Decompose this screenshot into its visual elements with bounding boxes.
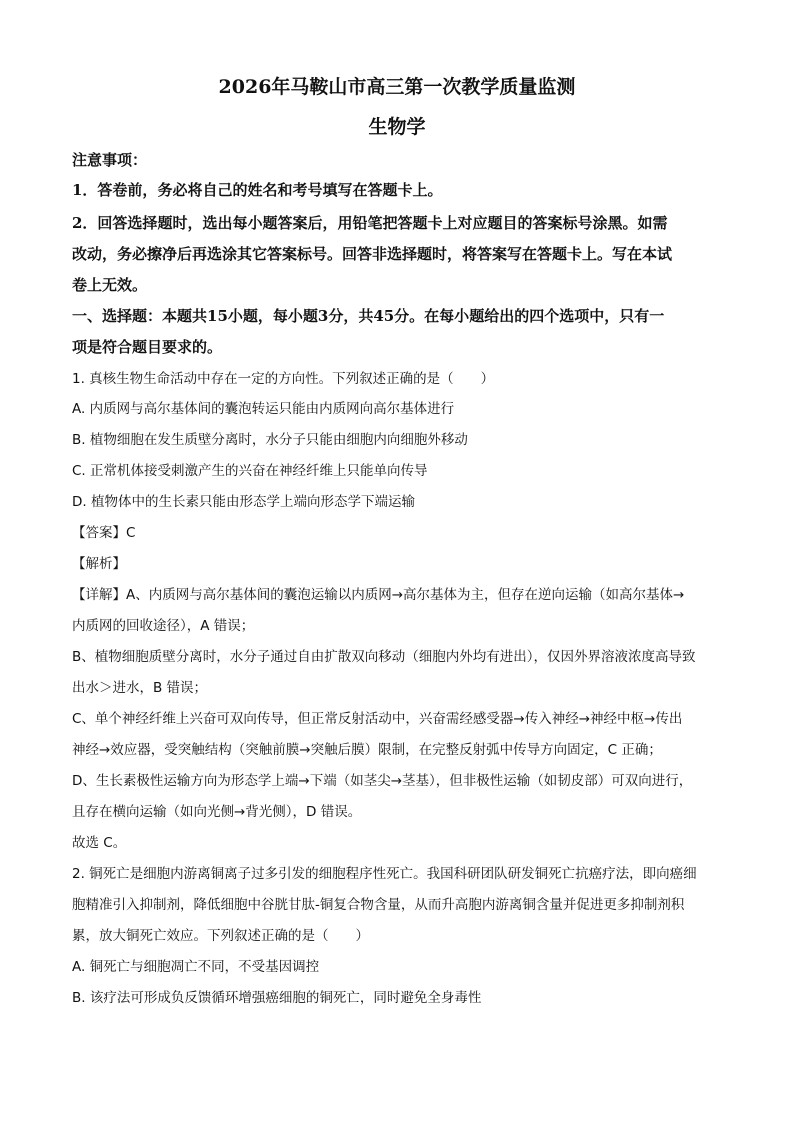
q2-stem-line-3: 累，放大铜死亡效应。下列叙述正确的是（ ） (72, 928, 369, 944)
q1-answer: 【答案】C (72, 525, 136, 541)
notice-item-2-line-1: 2．回答选择题时，选出每小题答案后，用铅笔把答题卡上对应题目的答案标号涂黑。如需 (72, 214, 668, 232)
q1-option-d: D. 植物体中的生长素只能由形态学上端向形态学下端运输 (72, 494, 415, 510)
q1-option-c: C. 正常机体接受刺激产生的兴奋在神经纤维上只能单向传导 (72, 463, 428, 479)
q1-detail-line-3: B、植物细胞质壁分离时，水分子通过自由扩散双向移动（细胞内外均有进出），仅因外界溶液浓度高导致 (72, 649, 696, 665)
q1-option-a: A. 内质网与高尔基体间的囊泡转运只能由内质网向高尔基体进行 (72, 401, 455, 417)
notice-item-1: 1．答卷前，务必将自己的姓名和考号填写在答题卡上。 (72, 181, 443, 199)
q1-detail-line-7: D、生长素极性运输方向为形态学上端→下端（如茎尖→茎基），但非极性运输（如韧皮部）可双向进行， (72, 773, 693, 789)
q1-detail-line-5: C、单个神经纤维上兴奋可双向传导，但正常反射活动中，兴奋需经感受器→传入神经→神经中枢→传出 (72, 711, 683, 727)
q1-stem: 1. 真核生物生命活动中存在一定的方向性。下列叙述正确的是（ ） (72, 371, 495, 387)
q1-detail-line-1: 【详解】A、内质网与高尔基体间的囊泡运输以内质网→高尔基体为主，但存在逆向运输（如高尔基体→ (72, 587, 685, 603)
notice-item-2-line-3: 卷上无效。 (72, 276, 148, 294)
q2-option-b: B. 该疗法可形成负反馈循环增强癌细胞的铜死亡，同时避免全身毒性 (72, 990, 482, 1006)
q2-stem-line-1: 2. 铜死亡是细胞内游离铜离子过多引发的细胞程序性死亡。我国科研团队研发铜死亡抗癌疗法，即向癌细 (72, 866, 697, 882)
q1-detail-line-6: 神经→效应器，受突触结构（突触前膜→突触后膜）限制，在完整反射弧中传导方向固定，C 正确； (72, 742, 662, 758)
subject-title: 生物学 (368, 116, 426, 138)
exam-title: 2026年马鞍山市高三第一次教学质量监测 (218, 76, 576, 98)
q2-stem-line-2: 胞精准引入抑制剂，降低细胞中谷胱甘肽-铜复合物含量，从而升高胞内游离铜含量并促进更多抑制剂积 (72, 897, 685, 913)
q1-detail-line-2: 内质网的回收途径），A 错误； (72, 618, 255, 634)
notice-heading: 注意事项： (72, 151, 148, 169)
q1-detail-line-8: 且存在横向运输（如向光侧→背光侧），D 错误。 (72, 804, 362, 820)
section-heading-line-1: 一、选择题：本题共15小题，每小题3分，共45分。在每小题给出的四个选项中，只有一 (72, 307, 665, 325)
q2-option-a: A. 铜死亡与细胞凋亡不同，不受基因调控 (72, 959, 320, 975)
q1-option-b: B. 植物细胞在发生质壁分离时，水分子只能由细胞内向细胞外移动 (72, 432, 468, 448)
section-heading-line-2: 项是符合题目要求的。 (72, 338, 223, 356)
q1-conclusion: 故选 C。 (72, 835, 127, 851)
q1-analysis-label: 【解析】 (72, 556, 126, 572)
q1-detail-line-4: 出水＞进水，B 错误； (72, 680, 208, 696)
notice-item-2-line-2: 改动，务必擦净后再选涂其它答案标号。回答非选择题时，将答案写在答题卡上。写在本试 (72, 245, 673, 263)
